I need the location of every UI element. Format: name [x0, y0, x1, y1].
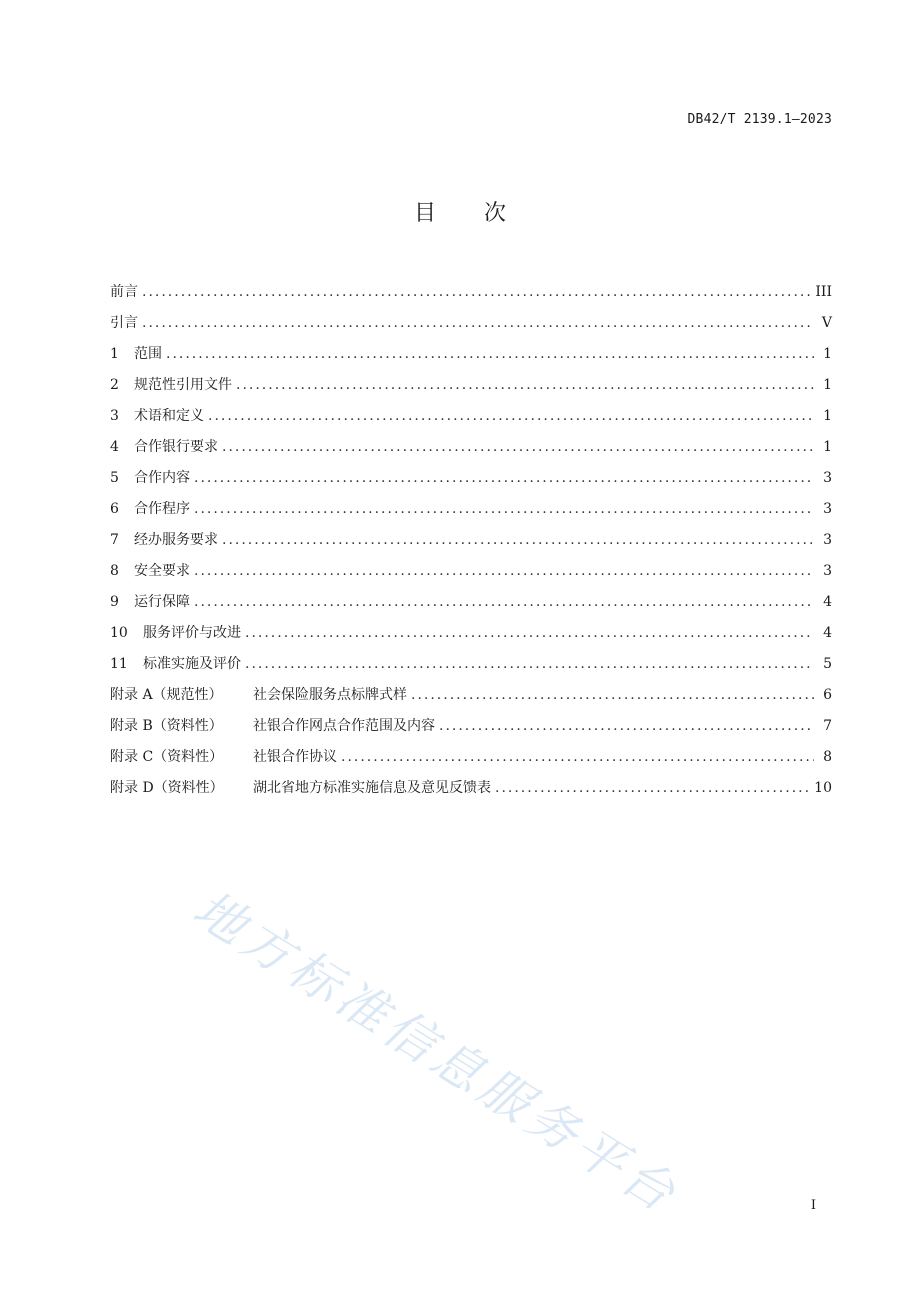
toc-entry-page: 1: [823, 408, 832, 424]
toc-leader-dots: [439, 718, 814, 734]
toc-entry[interactable]: [110, 498, 832, 529]
toc-leader-dots: [245, 625, 814, 641]
document-code: DB42/T 2139.1—2023: [687, 112, 832, 127]
toc-leader-dots: [166, 346, 814, 362]
toc-entry-number: 7: [110, 532, 119, 548]
toc-entry-title: 范围: [134, 346, 162, 362]
toc-entry-title: 标准实施及评价: [143, 656, 241, 672]
toc-leader-dots: [222, 439, 814, 455]
toc-entry[interactable]: [110, 715, 832, 746]
toc-entry-title: 术语和定义: [134, 408, 204, 424]
toc-entry[interactable]: [110, 622, 832, 653]
toc-entry-page: 5: [823, 656, 832, 672]
toc-leader-dots: [245, 656, 814, 672]
toc-entry-page: 3: [823, 501, 832, 517]
toc-entry-annex-label: 附录 A（规范性）: [110, 687, 223, 703]
toc-entry-number: 11: [110, 656, 128, 672]
page-number: I: [810, 1198, 816, 1213]
toc-entry-page: 7: [823, 718, 832, 734]
toc-entry-page: V: [821, 315, 832, 331]
toc-entry-title: 安全要求: [134, 563, 190, 579]
toc-entry[interactable]: [110, 560, 832, 591]
toc-entry[interactable]: [110, 746, 832, 777]
toc-entry-page: 3: [823, 532, 832, 548]
toc-entry-title: 服务评价与改进: [143, 625, 241, 641]
toc-entry-title: 经办服务要求: [134, 532, 218, 548]
toc-entry-page: 1: [823, 346, 832, 362]
toc-leader-dots: [142, 284, 811, 300]
watermark: 地方标准信息服务平台: [183, 879, 690, 1226]
toc-entry-annex-label: 附录 C（资料性）: [110, 749, 224, 765]
toc-leader-dots: [411, 687, 814, 703]
toc-entry-number: 6: [110, 501, 119, 517]
toc-leader-dots: [208, 408, 814, 424]
toc-entry[interactable]: [110, 312, 832, 343]
toc-entry[interactable]: [110, 281, 832, 312]
toc-entry-annex-label: 附录 B（资料性）: [110, 718, 223, 734]
toc-entry-title: 合作银行要求: [134, 439, 218, 455]
toc-entry-page: III: [815, 284, 832, 300]
toc-entry-number: 10: [110, 625, 128, 641]
toc-entry-page: 10: [814, 780, 832, 796]
toc-entry-title: 规范性引用文件: [134, 377, 232, 393]
toc-leader-dots: [194, 594, 814, 610]
toc-entry-title: 前言: [110, 284, 138, 300]
toc-entry-page: 1: [823, 439, 832, 455]
toc-entry-page: 4: [823, 625, 832, 641]
toc-entry-page: 3: [823, 563, 832, 579]
toc-entry-page: 8: [823, 749, 832, 765]
toc-entry-title: 社会保险服务点标牌式样: [253, 687, 407, 703]
toc-leader-dots: [142, 315, 814, 331]
toc-entry-title: 合作程序: [134, 501, 190, 517]
toc-entry-number: 1: [110, 346, 119, 362]
toc-entry[interactable]: [110, 436, 832, 467]
toc-entry-page: 4: [823, 594, 832, 610]
toc-title: 目次: [413, 201, 554, 226]
toc-entry-page: 1: [823, 377, 832, 393]
toc-entry-number: 3: [110, 408, 119, 424]
toc-leader-dots: [236, 377, 814, 393]
toc-entry[interactable]: [110, 405, 832, 436]
toc-entry-annex-label: 附录 D（资料性）: [110, 780, 224, 796]
toc-entry[interactable]: [110, 343, 832, 374]
toc-entry-number: 9: [110, 594, 119, 610]
toc-entry-number: 2: [110, 377, 119, 393]
toc-entry[interactable]: [110, 653, 832, 684]
toc-entry-number: 8: [110, 563, 119, 579]
toc-entry[interactable]: [110, 591, 832, 622]
toc-entry[interactable]: [110, 529, 832, 560]
toc-leader-dots: [222, 532, 814, 548]
toc-entry[interactable]: [110, 777, 832, 808]
toc-entry-page: 3: [823, 470, 832, 486]
toc-entry[interactable]: [110, 374, 832, 405]
toc-leader-dots: [194, 563, 814, 579]
toc-entry-number: 4: [110, 439, 119, 455]
toc-entry[interactable]: [110, 684, 832, 715]
toc-entry-number: 5: [110, 470, 119, 486]
toc-leader-dots: [495, 780, 810, 796]
toc-leader-dots: [194, 501, 814, 517]
toc-leader-dots: [194, 470, 814, 486]
toc-leader-dots: [341, 749, 814, 765]
toc-entry[interactable]: [110, 467, 832, 498]
toc-entry-title: 引言: [110, 315, 138, 331]
toc-entry-title: 社银合作网点合作范围及内容: [253, 718, 435, 734]
toc-entry-title: 合作内容: [134, 470, 190, 486]
toc-entry-title: 湖北省地方标准实施信息及意见反馈表: [253, 780, 491, 796]
toc-entry-title: 社银合作协议: [253, 749, 337, 765]
toc-entry-title: 运行保障: [134, 594, 190, 610]
toc-entry-page: 6: [823, 687, 832, 703]
table-of-contents: [110, 281, 832, 808]
